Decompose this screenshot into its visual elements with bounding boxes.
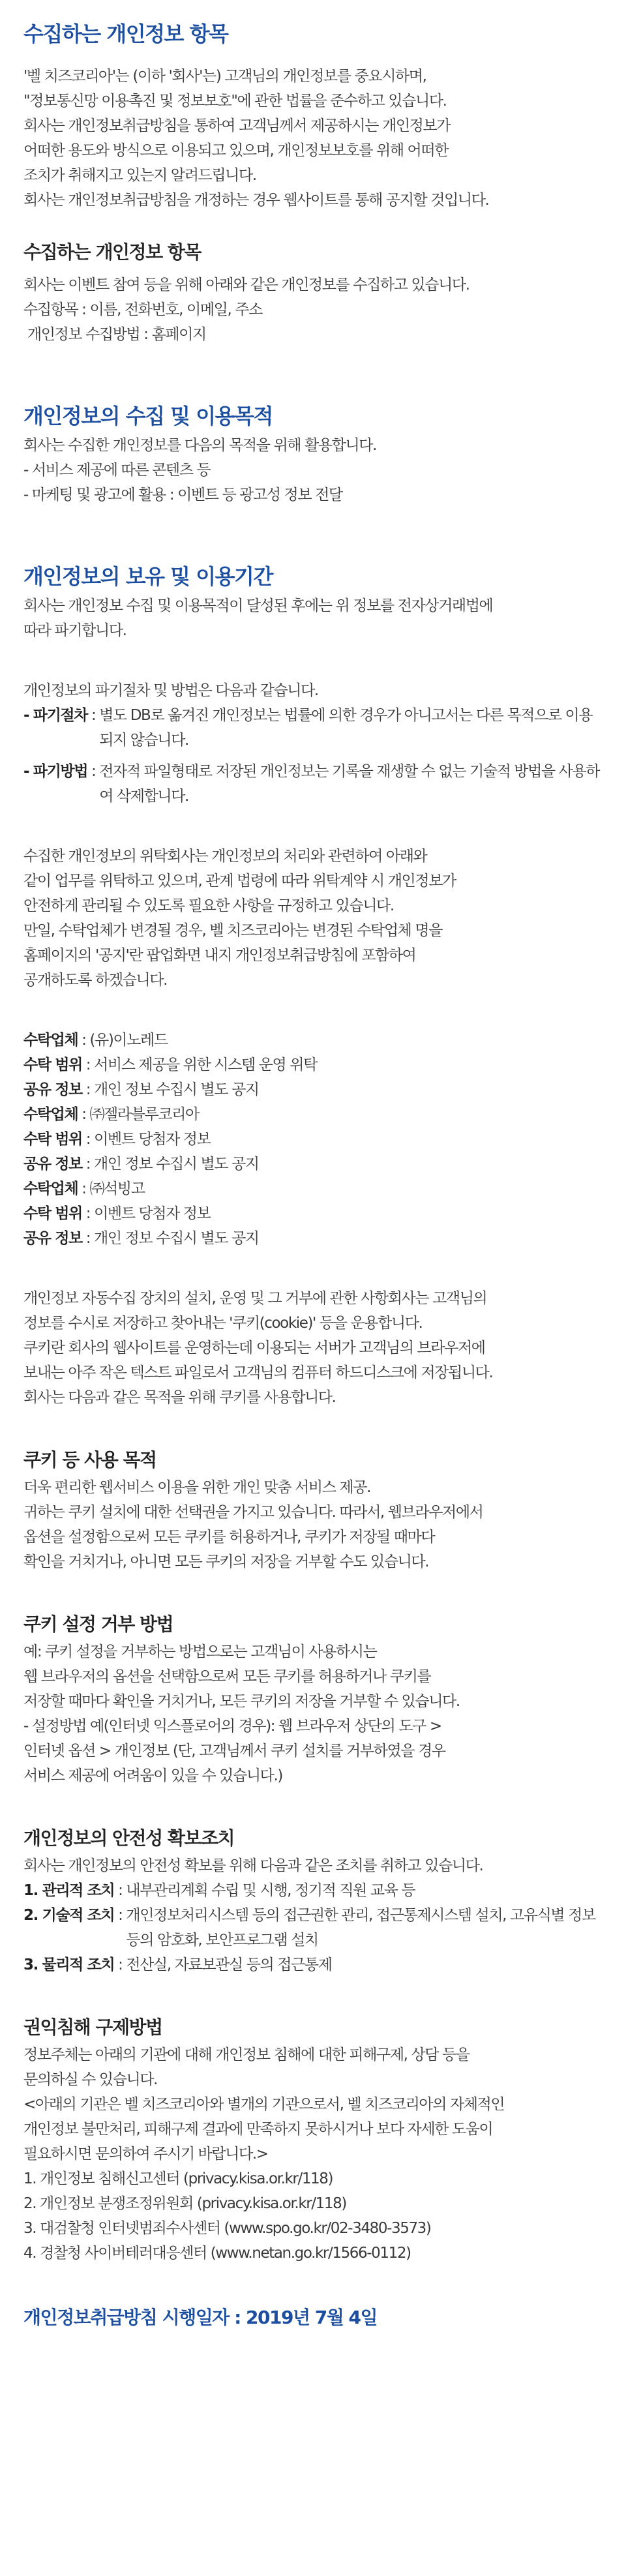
text-line: 문의하실 수 있습니다.	[23, 2071, 158, 2088]
text-line: 회사는 개인정보취급방침을 개정하는 경우 웹사이트를 통해 공지할 것입니다.	[23, 192, 489, 209]
subsection-title-cookie-purpose: 쿠키 등 사용 목적	[23, 1449, 156, 1471]
consign-paragraph	[23, 844, 603, 993]
remedy-link-dispute: 2. 개인정보 분쟁조정위원회 (privacy.kisa.or.kr/118)	[23, 2195, 346, 2212]
text-line: 귀하는 쿠키 설치에 대한 선택권을 가지고 있습니다. 따라서, 웹브라우저에서	[23, 1504, 483, 1521]
text-line: 필요하시면 문의하여 주시기 바랍니다.>	[23, 2146, 268, 2163]
section-title-collected-items: 수집하는 개인정보 항목	[23, 22, 228, 46]
section-title-retention: 개인정보의 보유 및 이용기간	[23, 564, 273, 589]
text-line: 조치가 취해지고 있는지 알려드립니다.	[23, 167, 256, 184]
text-line: 서비스 제공에 어려움이 있을 수 있습니다.)	[23, 1767, 282, 1784]
text-line: 개인정보 자동수집 장치의 설치, 운영 및 그 거부에 관한 사항회사는 고객님의	[23, 1290, 487, 1307]
vendor-list	[23, 1028, 603, 1251]
destroy-procedure: - 파기절차 : 별도 DB로 옮겨진 개인정보는 법률에 의한 경우가 아니고서는 다른 목적으로 이용되지 않습니다.	[23, 703, 603, 753]
vendor-row: 수탁업체 : ㈜젤라블루코리아	[23, 1106, 199, 1123]
text-line: 예: 쿠키 설정을 거부하는 방법으로는 고객님이 사용하시는	[23, 1643, 377, 1660]
vendor-row: 공유 정보 : 개인 정보 수집시 별도 공지	[23, 1156, 259, 1173]
text-line: 개인정보 불만처리, 피해구제 결과에 만족하지 못하시거나 보다 자세한 도움이	[23, 2121, 493, 2138]
text-line: 더욱 편리한 웹서비스 이용을 위한 개인 맞춤 서비스 제공.	[23, 1479, 371, 1496]
text-line: 개인정보 수집방법 : 홈페이지	[23, 326, 206, 343]
text-line: 인터넷 옵션 > 개인정보 (단, 고객님께서 쿠키 설치를 거부하였을 경우	[23, 1743, 445, 1760]
remedy-link-privacy-report: 1. 개인정보 침해신고센터 (privacy.kisa.or.kr/118)	[23, 2170, 333, 2187]
text-line: 회사는 수집한 개인정보를 다음의 목적을 위해 활용합니다.	[23, 437, 377, 454]
subsection-title-remedy: 권익침해 구제방법	[23, 2016, 162, 2038]
destroy-method-text: 전자적 파일형태로 저장된 개인정보는 기록을 재생할 수 없는 기술적 방법을 사용하여 삭제합니다.	[99, 763, 600, 805]
vendor-row: 수탁업체 : ㈜석빙고	[23, 1180, 145, 1197]
text-line: 회사는 개인정보 수집 및 이용목적이 달성된 후에는 위 정보를 전자상거래법에	[23, 597, 493, 614]
destroy-procedure-text: 별도 DB로 옮겨진 개인정보는 법률에 의한 경우가 아니고서는 다른 목적으로 이용되지 않습니다.	[99, 707, 593, 749]
vendor-row: 공유 정보 : 개인 정보 수집시 별도 공지	[23, 1081, 259, 1098]
text-line: 웹 브라우저의 옵션을 선택함으로써 모든 쿠키를 허용하거나 쿠키를	[23, 1668, 431, 1685]
text-line: 정보를 수시로 저장하고 찾아내는 '쿠키(cookie)' 등을 운용합니다.	[23, 1315, 423, 1332]
text-line: 따라 파기합니다.	[23, 622, 127, 639]
subsection-title-safety: 개인정보의 안전성 확보조치	[23, 1827, 235, 1849]
collected-items-paragraph	[23, 64, 603, 213]
section-title-purpose: 개인정보의 수집 및 이용목적	[23, 404, 273, 428]
vendor-row: 공유 정보 : 개인 정보 수집시 별도 공지	[23, 1230, 259, 1247]
remedy-link-police: 4. 경찰청 사이버테러대응센터 (www.netan.go.kr/1566-0112)	[23, 2245, 411, 2262]
vendor-row: 수탁업체 : (유)이노레드	[23, 1032, 168, 1049]
text-line: 같이 업무를 위탁하고 있으며, 관계 법령에 따라 위탁계약 시 개인정보가	[23, 873, 456, 890]
text-line: - 서비스 제공에 따른 콘텐츠 등	[23, 462, 211, 479]
destroy-method: - 파기방법 : 전자적 파일형태로 저장된 개인정보는 기록을 재생할 수 없는 기술적 방법을 사용하여 삭제합니다.	[23, 759, 603, 809]
cookie-paragraph	[23, 1286, 603, 1410]
text-line: 공개하도록 하겠습니다.	[23, 972, 168, 989]
text-line: 정보주체는 아래의 기관에 대해 개인정보 침해에 대한 피해구제, 상담 등을	[23, 2046, 470, 2063]
text-line: 확인을 거치거나, 아니면 모든 쿠키의 저장을 거부할 수도 있습니다.	[23, 1553, 429, 1570]
text-line: 수집항목 : 이름, 전화번호, 이메일, 주소	[23, 301, 262, 318]
text-line: "정보통신망 이용촉진 및 정보보호"에 관한 법률을 준수하고 있습니다.	[23, 93, 447, 110]
subsection-title-cookie-refuse: 쿠키 설정 거부 방법	[23, 1613, 173, 1635]
text-line: - 설정방법 예(인터넷 익스플로어의 경우): 웹 브라우저 상단의 도구 >	[23, 1718, 441, 1735]
safety-intro: 회사는 개인정보의 안전성 확보를 위해 다음과 같은 조치를 취하고 있습니다.	[23, 1857, 483, 1874]
text-line: 회사는 이벤트 참여 등을 위해 아래와 같은 개인정보를 수집하고 있습니다.	[23, 277, 470, 293]
effective-date: 개인정보취급방침 시행일자 : 2019년 7월 4일	[23, 2307, 378, 2328]
text-line: 보내는 아주 작은 텍스트 파일로서 고객님의 컴퓨터 하드디스크에 저장됩니다.	[23, 1364, 493, 1381]
safety-technical: 2. 기술적 조치 : 개인정보처리시스템 등의 접근권한 관리, 접근통제시스템 설치, 고유식별 정보 등의 암호화, 보안프로그램 설치	[23, 1907, 595, 1949]
subsection-title-collected-items: 수집하는 개인정보 항목	[23, 241, 201, 263]
text-line: 만일, 수탁업체가 변경될 경우, 벨 치즈코리아는 변경된 수탁업체 명을	[23, 922, 443, 939]
safety-physical: 3. 물리적 조치 : 전산실, 자료보관실 등의 접근통제	[23, 1956, 332, 1973]
text-line: 어떠한 용도와 방식으로 이용되고 있으며, 개인정보보호를 위해 어떠한	[23, 142, 449, 159]
safety-admin: 1. 관리적 조치 : 내부관리계획 수립 및 시행, 정기적 직원 교육 등	[23, 1882, 415, 1899]
destroy-procedure-label: - 파기절차	[23, 707, 88, 724]
text-line: 회사는 개인정보취급방침을 통하여 고객님께서 제공하시는 개인정보가	[23, 117, 451, 134]
text-line: - 마케팅 및 광고에 활용 : 이벤트 등 광고성 정보 전달	[23, 487, 342, 503]
text-line: 홈페이지의 '공지'란 팝업화면 내지 개인정보취급방침에 포함하여	[23, 947, 416, 964]
vendor-row: 수탁 범위 : 이벤트 당첨자 정보	[23, 1131, 211, 1148]
destroy-intro: 개인정보의 파기절차 및 방법은 다음과 같습니다.	[23, 682, 318, 699]
text-line: 회사는 다음과 같은 목적을 위해 쿠키를 사용합니다.	[23, 1389, 336, 1406]
vendor-row: 수탁 범위 : 서비스 제공을 위한 시스템 운영 위탁	[23, 1056, 317, 1073]
text-line: 쿠키란 회사의 웹사이트를 운영하는데 이용되는 서버가 고객님의 브라우저에	[23, 1340, 485, 1356]
text-line: 옵션을 설정함으로써 모든 쿠키를 허용하거나, 쿠키가 저장될 때마다	[23, 1529, 435, 1546]
destroy-method-label: - 파기방법	[23, 763, 88, 780]
vendor-row: 수탁 범위 : 이벤트 당첨자 정보	[23, 1205, 211, 1222]
text-line: '벨 치즈코리아'는 (이하 '회사'는) 고객님의 개인정보를 중요시하며,	[23, 68, 426, 85]
text-line: 수집한 개인정보의 위탁회사는 개인정보의 처리와 관련하여 아래와	[23, 848, 427, 865]
remedy-link-spo: 3. 대검찰청 인터넷범죄수사센터 (www.spo.go.kr/02-3480-3573)	[23, 2220, 431, 2237]
text-line: <아래의 기관은 벨 치즈코리아와 별개의 기관으로서, 벨 치즈코리아의 자체적인	[23, 2096, 505, 2113]
text-line: 저장할 때마다 확인을 거치거나, 모든 쿠키의 저장을 거부할 수 있습니다.	[23, 1693, 460, 1710]
text-line: 안전하게 관리될 수 있도록 필요한 사항을 규정하고 있습니다.	[23, 897, 394, 914]
